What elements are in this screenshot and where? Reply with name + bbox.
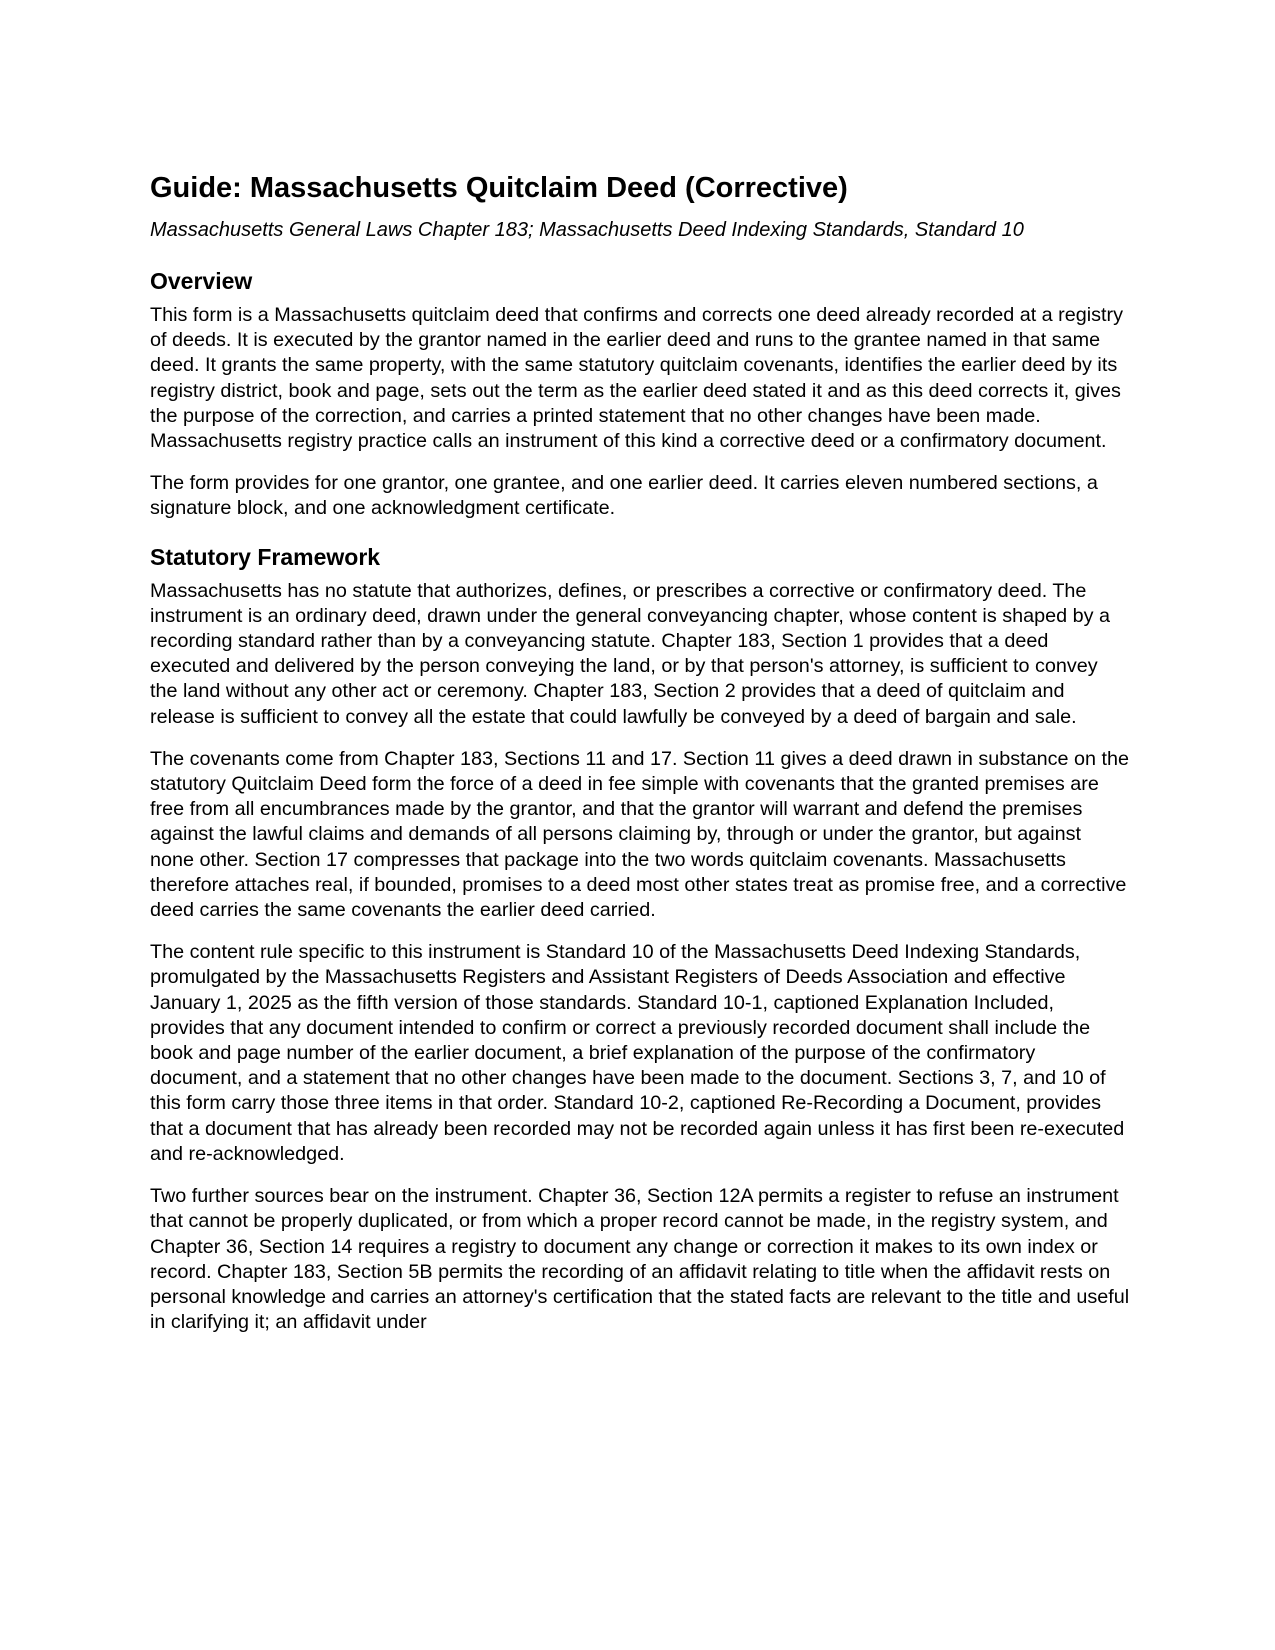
framework-paragraph-1: Massachusetts has no statute that authorizes, defines, or prescribes a corrective or confirmatory deed. The instrument is an ordinary deed, drawn under the general conveyancing chapter, whose content is shaped by a recording standard rather than by a conveyancing statute. Chapter 183, Section 1 provides that a deed executed and delivered by the person conveying the land, or by that person's attorney, is sufficient to convey the land without any other act or ceremony. Chapter 183, Section 2 provides that a deed of quitclaim and release is sufficient to convey all the estate that could lawfully be conveyed by a deed of bargain and sale. [150,579,1110,728]
framework-paragraph-2: The covenants come from Chapter 183, Sections 11 and 17. Section 11 gives a deed drawn in substance on the statutory Quitclaim Deed form the force of a deed in fee simple with covenants that the granted premises are free from all encumbrances made by the grantor, and that the grantor will warrant and defend the premises against the lawful claims and demands of all persons claiming by, through or under the grantor, but against none other. Section 17 compresses that package into the two words quitclaim covenants. Massachusetts therefore attaches real, if bounded, promises to a deed most other states treat as promise free, and a corrective deed carries the same covenants the earlier deed carried. [150,747,1130,922]
framework-paragraph-4: Two further sources bear on the instrument. Chapter 36, Section 12A permits a register to refuse an instrument that cannot be properly duplicated, or from which a proper record cannot be made, in the registry system, and Chapter 36, Section 14 requires a registry to document any change or correction it makes to its own index or record. Chapter 183, Section 5B permits the recording of an affidavit relating to title when the affidavit rests on personal knowledge and carries an attorney's certification that the stated facts are relevant to the title and useful in clarifying it; an affidavit under [150,1185,1130,1334]
document-title: Guide: Massachusetts Quitclaim Deed (Corrective) [150,172,848,204]
section-overview [150,267,1130,522]
document-page [150,170,1130,1335]
section-heading-statutory-framework: Statutory Framework [150,543,381,570]
section-statutory-framework [150,543,1130,1336]
document-subtitle: Massachusetts General Laws Chapter 183; Massachusetts Deed Indexing Standards, Standard 10 [150,219,1024,241]
overview-paragraph-1: This form is a Massachusetts quitclaim deed that confirms and corrects one deed already recorded at a registry of deeds. It is executed by the grantor named in the earlier deed and runs to the grantee named in that same deed. It grants the same property, with the same statutory quitclaim covenants, identifies the earlier deed by its registry district, book and page, sets out the term as the earlier deed stated it and as this deed corrects it, gives the purpose of the correction, and carries a printed statement that no other changes have been made. Massachusetts registry practice calls an instrument of this kind a corrective deed or a confirmatory document. [150,304,1124,453]
section-heading-overview: Overview [150,268,253,294]
framework-paragraph-3: The content rule specific to this instrument is Standard 10 of the Massachusetts Deed Indexing Standards, promulgated by the Massachusetts Registers and Assistant Registers of Deeds Association and effective January 1, 2025 as the fifth version of those standards. Standard 10-1, captioned Explanation Included, provides that any document intended to confirm or correct a previously recorded document shall include the book and page number of the earlier document, a brief explanation of the purpose of the confirmatory document, and a statement that no other changes have been made to the document. Sections 3, 7, and 10 of this form carry those three items in that order. Standard 10-2, captioned Re-Recording a Document, provides that a document that has already been recorded may not be recorded again unless it has first been re-executed and re-acknowledged. [150,941,1125,1165]
overview-paragraph-2: The form provides for one grantor, one grantee, and one earlier deed. It carries eleven numbered sections, a signature block, and one acknowledgment certificate. [150,472,1098,520]
